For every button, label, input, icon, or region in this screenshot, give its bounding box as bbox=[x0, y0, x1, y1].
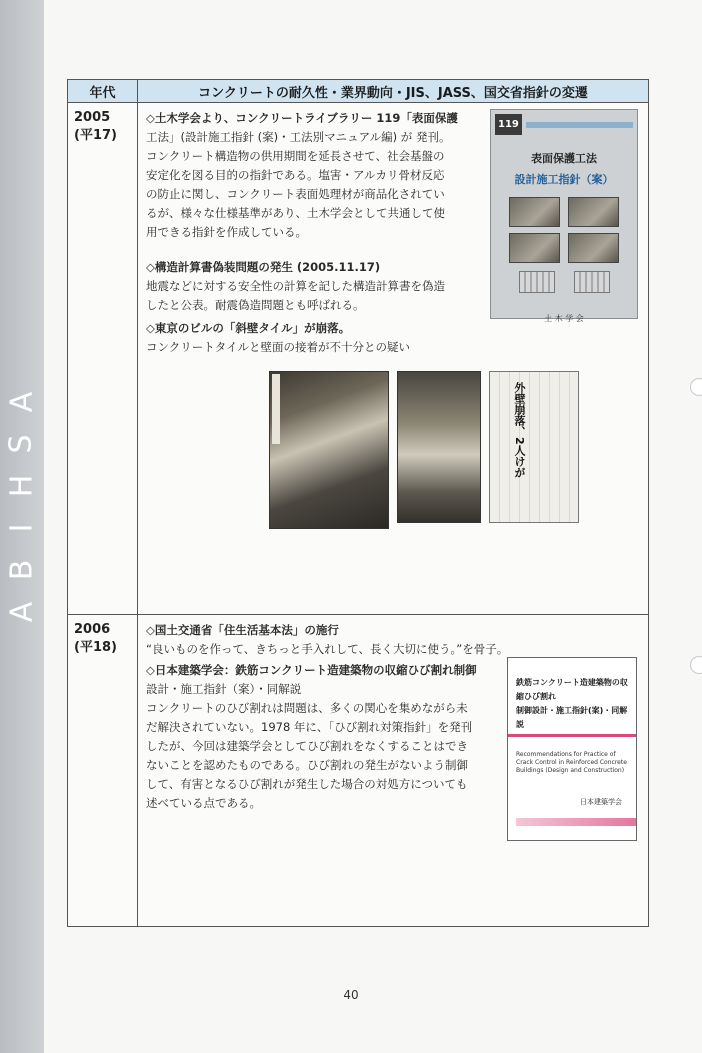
entry-line: るが、様々な仕様基準があり、土木学会として共通して使 bbox=[146, 206, 445, 220]
content-cell bbox=[138, 615, 648, 926]
book-publisher: 土 木 学 会 bbox=[544, 314, 584, 323]
entry-line: 用できる指針を作成している。 bbox=[146, 225, 307, 239]
side-strip bbox=[0, 0, 44, 1053]
aij-book-band bbox=[516, 818, 636, 826]
clipping-headline: 外壁崩落、2人けが bbox=[513, 382, 526, 478]
entry-heading: ◇土木学会より、コンクリートライブラリー 119「表面保護 bbox=[146, 111, 458, 125]
era: (平17) bbox=[74, 128, 117, 143]
content-cell bbox=[138, 103, 648, 614]
book-cover-bar bbox=[526, 122, 633, 128]
entry-line: “良いものを作って、きちっと手入れして、長く大切に使う。”を骨子。 bbox=[146, 642, 509, 656]
punch-hole bbox=[690, 378, 702, 396]
aij-book-title bbox=[516, 676, 630, 732]
history-table bbox=[67, 79, 649, 927]
entry-line: して、有害となるひび割れが発生した場合の対処方についても bbox=[146, 777, 468, 791]
aij-book-title-line: 制御設計・施工指針(案)・同解説 bbox=[516, 706, 628, 729]
aij-book-title-line: 鉄筋コンクリート造建築物の収縮ひび割れ bbox=[516, 678, 628, 701]
side-label-letter: A bbox=[4, 389, 39, 413]
entry-line: したと公表。耐震偽造問題とも呼ばれる。 bbox=[146, 298, 365, 312]
entry-line: 地震などに対する安全性の計算を記した構造計算書を偽造 bbox=[146, 279, 445, 293]
street-photo bbox=[397, 371, 481, 523]
entry-line: の防止に関し、コンクリート表面処理材が商品化されてい bbox=[146, 187, 445, 201]
page-number: 40 bbox=[343, 988, 359, 1002]
aij-book-publisher: 日本建築学会 bbox=[580, 798, 622, 806]
entry-line: 述べている点である。 bbox=[146, 796, 261, 810]
collapse-photos bbox=[269, 371, 579, 529]
cover-photo bbox=[509, 197, 560, 227]
punch-hole bbox=[690, 656, 702, 674]
header-year: 年代 bbox=[68, 80, 138, 102]
entry-heading: ◇国土交通省「住生活基本法」の施行 bbox=[146, 623, 339, 637]
aij-book-english-title: Recommendations for Practice of Crack Control in Reinforced Concrete Buildings (Design and Construction) bbox=[516, 751, 627, 774]
entry-line: 工法」(設計施工指針 (案)・工法別マニュアル編) が 発刊。 bbox=[146, 130, 451, 144]
entry-line: だ解決されていない。1978 年に、「ひび割れ対策指針」を発刊 bbox=[146, 720, 473, 734]
book-subtitle: 設計施工指針（案） bbox=[514, 173, 614, 186]
table-header bbox=[68, 80, 648, 103]
table-row bbox=[68, 103, 648, 615]
entry-heading: ◇構造計算書偽装問題の発生 (2005.11.17) bbox=[146, 260, 381, 274]
year: 2006 bbox=[74, 622, 111, 637]
cover-photo bbox=[568, 233, 619, 263]
entry-line: 設計・施工指針（案）・同解説 bbox=[146, 682, 302, 696]
header-main: コンクリートの耐久性・業界動向・JIS、JASS、国交省指針の変遷 bbox=[198, 85, 588, 101]
cover-photo bbox=[509, 233, 560, 263]
aij-book-cover bbox=[507, 657, 637, 841]
entry-line: コンクリート構造物の供用期間を延長させて、社会基盤の bbox=[146, 149, 445, 163]
side-label-letter: I bbox=[3, 521, 39, 533]
building-photo bbox=[269, 371, 389, 529]
entry-line: 安定化を図る目的の指針である。塩害・アルカリ骨材反応 bbox=[146, 168, 445, 182]
side-label-letter: B bbox=[4, 557, 39, 581]
entry-line: したが、今回は建築学会としてひび割れをなくすることはでき bbox=[146, 739, 468, 753]
year: 2005 bbox=[74, 110, 111, 125]
cover-diagram bbox=[574, 271, 610, 293]
entry-line: ないことを認めたものである。ひび割れの発生がないよう制御 bbox=[146, 758, 468, 772]
year-cell bbox=[68, 103, 138, 614]
side-label-letter: H bbox=[4, 472, 39, 498]
cover-diagram bbox=[519, 271, 555, 293]
side-label bbox=[2, 380, 42, 632]
book-number: 119 bbox=[495, 114, 522, 135]
entry-line: コンクリートタイルと壁面の接着が不十分との疑い bbox=[146, 340, 411, 354]
newspaper-clipping bbox=[489, 371, 579, 523]
side-label-letter: A bbox=[4, 599, 39, 623]
era: (平18) bbox=[74, 640, 117, 655]
book-title: 表面保護工法 bbox=[531, 152, 597, 165]
entry-heading: ◇東京のビルの「斜壁タイル」が崩落。 bbox=[146, 321, 351, 335]
year-cell bbox=[68, 615, 138, 926]
cover-photo bbox=[568, 197, 619, 227]
entry-line: コンクリートのひび割れは問題は、多くの関心を集めながら未 bbox=[146, 701, 468, 715]
side-label-letter: S bbox=[3, 432, 39, 454]
entry-heading: ◇日本建築学会：鉄筋コンクリート造建築物の収縮ひび割れ制御 bbox=[146, 663, 477, 677]
book-cover-diagrams bbox=[495, 263, 633, 293]
book-cover-image bbox=[490, 109, 638, 323]
book-cover-top bbox=[495, 114, 633, 135]
table-row bbox=[68, 615, 648, 926]
aij-book-stripe bbox=[508, 734, 636, 737]
entry-housing-law bbox=[146, 621, 640, 659]
book-cover-photos bbox=[495, 189, 633, 263]
photo-caption-strip bbox=[272, 374, 280, 444]
